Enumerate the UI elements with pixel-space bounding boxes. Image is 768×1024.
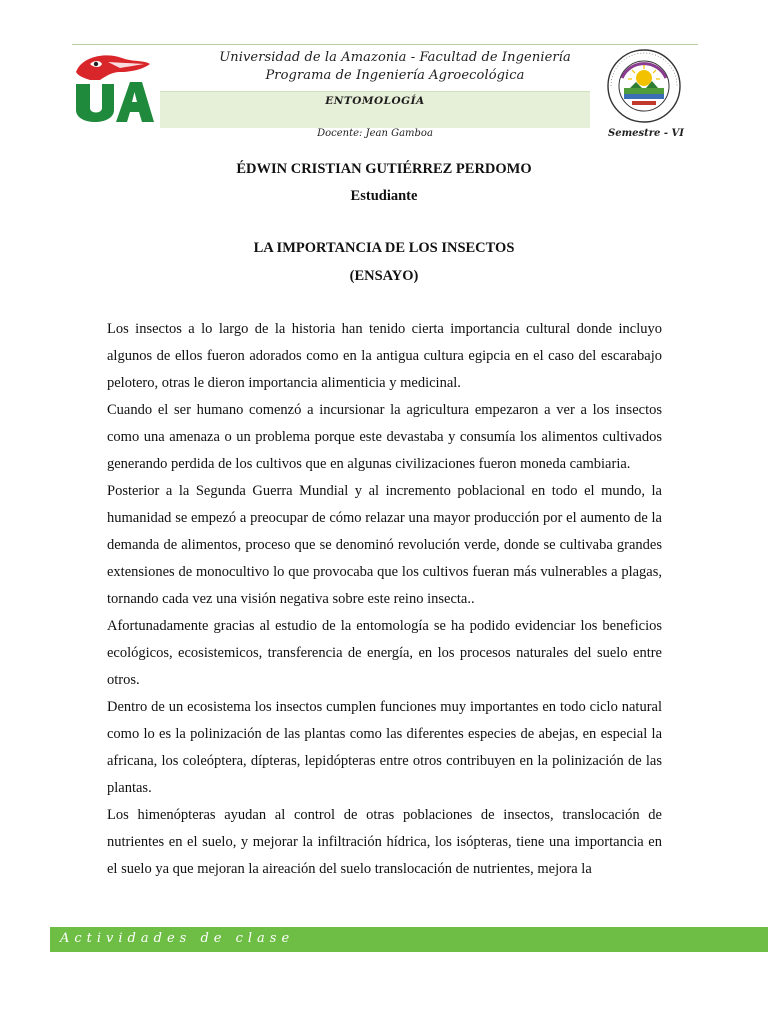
- course-band: [160, 91, 590, 128]
- essay-title: LA IMPORTANCIA DE LOS INSECTOS: [253, 240, 515, 256]
- footer-label: Actividades de clase: [60, 931, 295, 946]
- student-role: Estudiante: [350, 188, 418, 204]
- footer-band: [50, 927, 768, 952]
- semester-line: Semestre - VI: [608, 128, 684, 139]
- essay-paragraph: Cuando el ser humano comenzó a incursionar la agricultura empezaron a ver a los insectos como una amenaza o un problema porque este devastaba y consumía los alimentos cultivados generando perdida de los cultivos que en algunas civilizaciones fueron moneda cambiaria.: [107, 402, 662, 472]
- essay-paragraph: Posterior a la Segunda Guerra Mundial y al incremento poblacional en todo el mundo, la humanidad se empezó a preocupar de cómo relazar una mayor producción por el aumento de la demanda de alimentos, proceso que se denominó revolución verde, donde se cultivaba grandes extensiones de monocultivo lo que provocaba que los cultivos fueran más vulnerables a plagas, tornando cada vez una visión negativa sobre este reino insecta..: [107, 483, 662, 607]
- university-heading: Universidad de la Amazonia - Facultad de Ingeniería: [219, 50, 571, 65]
- header-top-rule: [72, 44, 698, 45]
- essay-paragraph: Los insectos a lo largo de la historia han tenido cierta importancia cultural donde incluyo algunos de ellos fueron adorados como en la antigua cultura egipcia en el caso del escarabajo pelotero, otras le dieron importancia alimenticia y medicinal.: [107, 321, 662, 391]
- course-title: ENTOMOLOGÍA: [325, 95, 425, 107]
- program-seal: [606, 48, 682, 124]
- essay-paragraph: Afortunadamente gracias al estudio de la entomología se ha podido evidenciar los beneficios ecológicos, ecosistemicos, transferencia de energía, en los procesos naturales del suelo entre otros.: [107, 618, 662, 688]
- university-logo: [72, 50, 154, 126]
- program-heading: Programa de Ingeniería Agroecológica: [265, 68, 525, 83]
- student-name: ÉDWIN CRISTIAN GUTIÉRREZ PERDOMO: [236, 161, 532, 177]
- essay-paragraph: Dentro de un ecosistema los insectos cumplen funciones muy importantes en todo ciclo natural como lo es la polinización de las plantas como las diferentes especies de abejas, en especial la africana, los coleóptera, dípteras, lepidópteras entre otros contribuyen en la polinización de las plantas.: [107, 699, 662, 796]
- essay-body: [107, 316, 662, 883]
- essay-paragraph: Los himenópteras ayudan al control de otras poblaciones de insectos, translocación de nutrientes en el suelo, y mejorar la infiltración hídrica, los isópteras, tiene una importancia en el suelo ya que mejoran la aireación del suelo translocación de nutrientes, mejora la: [107, 807, 662, 877]
- teacher-line: Docente: Jean Gamboa: [317, 128, 433, 139]
- essay-subtitle: (ENSAYO): [349, 268, 419, 284]
